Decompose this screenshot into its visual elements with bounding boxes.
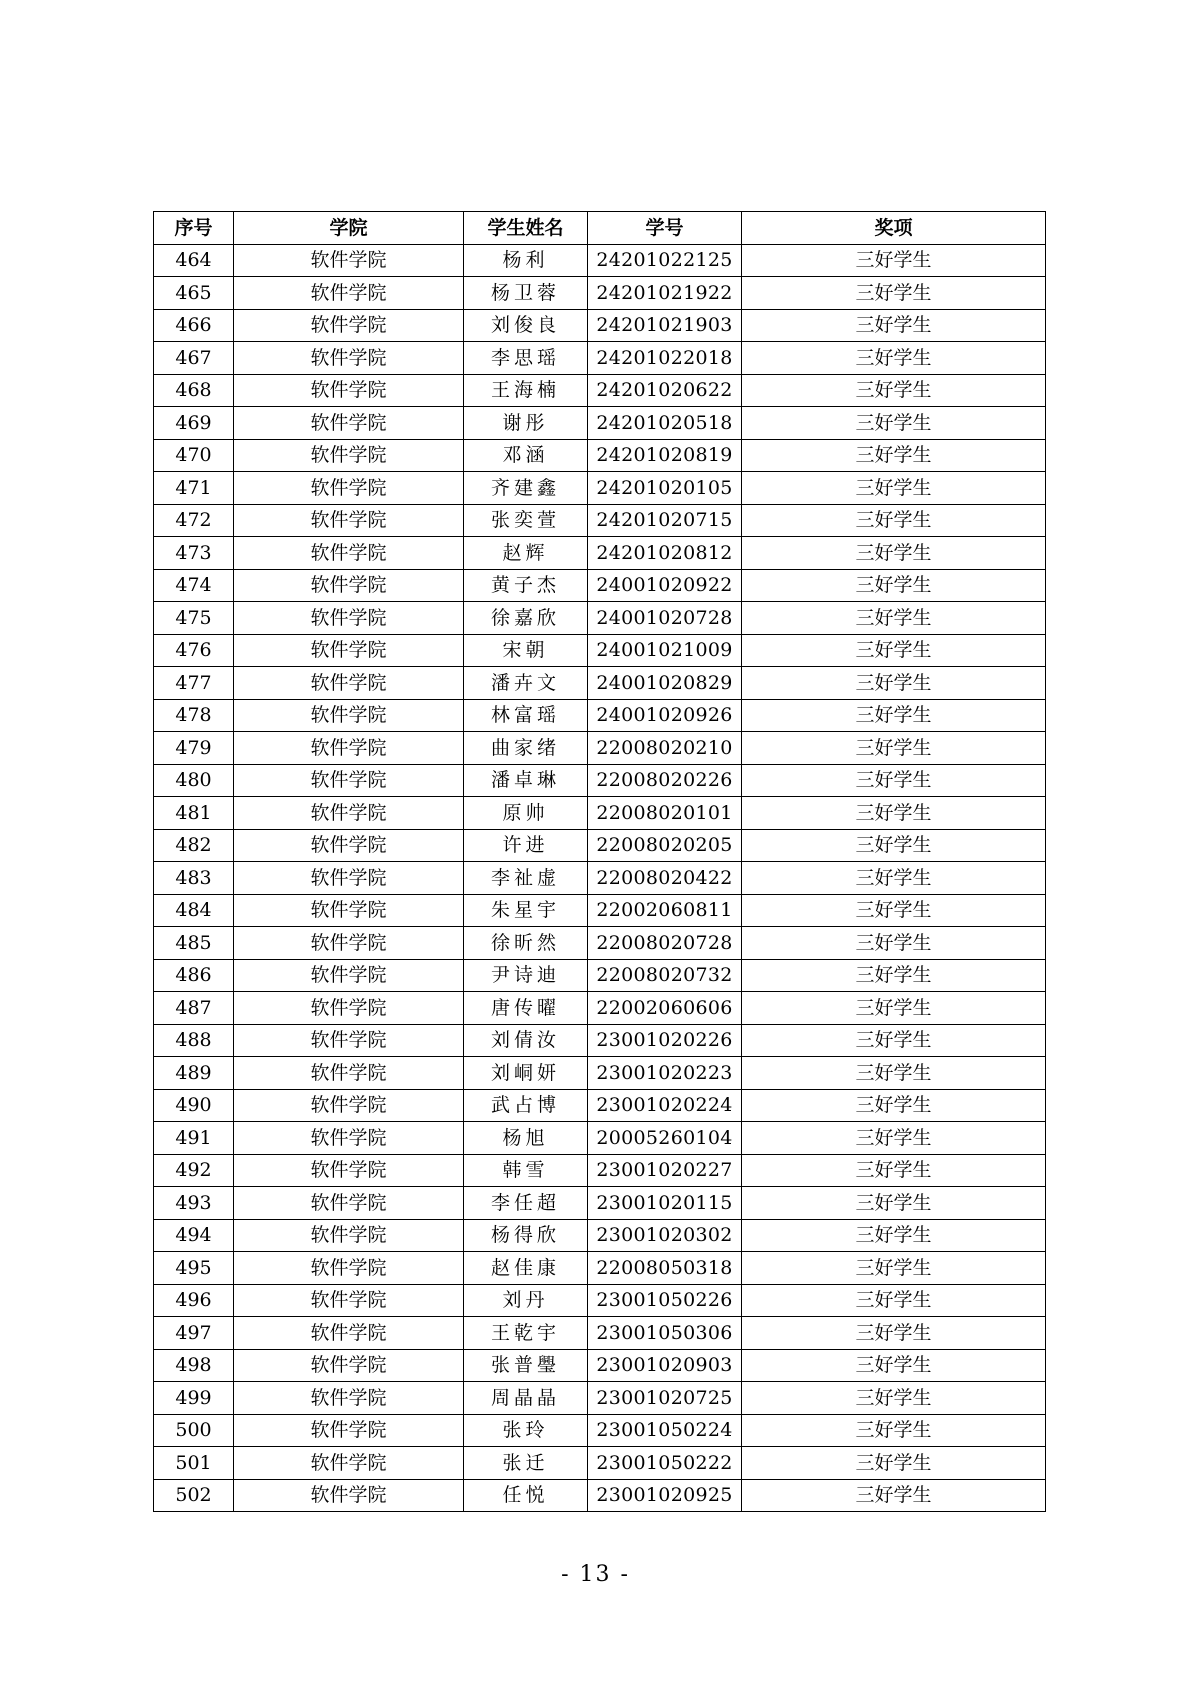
- cell-index: 491: [154, 1122, 234, 1155]
- cell-award: 三好学生: [742, 1057, 1046, 1090]
- cell-college: 软件学院: [234, 829, 464, 862]
- cell-award: 三好学生: [742, 277, 1046, 310]
- cell-college: 软件学院: [234, 472, 464, 505]
- cell-student-id: 23001020226: [588, 1024, 742, 1057]
- cell-index: 497: [154, 1317, 234, 1350]
- table-row: [154, 1447, 1046, 1480]
- table-row: [154, 764, 1046, 797]
- cell-student-id: 23001020227: [588, 1154, 742, 1187]
- cell-name: 李任超: [464, 1187, 588, 1220]
- table-row: [154, 732, 1046, 765]
- cell-award: 三好学生: [742, 1187, 1046, 1220]
- cell-college: 软件学院: [234, 537, 464, 570]
- table-row: [154, 602, 1046, 635]
- table-row: [154, 959, 1046, 992]
- cell-college: 软件学院: [234, 894, 464, 927]
- cell-name: 张玲: [464, 1414, 588, 1447]
- table-row: [154, 537, 1046, 570]
- cell-award: 三好学生: [742, 634, 1046, 667]
- cell-name: 齐建鑫: [464, 472, 588, 505]
- cell-name: 刘峒妍: [464, 1057, 588, 1090]
- cell-award: 三好学生: [742, 504, 1046, 537]
- table-row: [154, 634, 1046, 667]
- cell-name: 曲家绪: [464, 732, 588, 765]
- table-row: [154, 1089, 1046, 1122]
- cell-college: 软件学院: [234, 732, 464, 765]
- page-number: - 13 -: [561, 1562, 630, 1587]
- table-row: [154, 439, 1046, 472]
- cell-name: 李思瑶: [464, 342, 588, 375]
- cell-name: 原帅: [464, 797, 588, 830]
- cell-college: 软件学院: [234, 342, 464, 375]
- cell-award: 三好学生: [742, 537, 1046, 570]
- cell-college: 软件学院: [234, 699, 464, 732]
- table-header-row: [154, 212, 1046, 245]
- cell-name: 刘俊良: [464, 309, 588, 342]
- cell-name: 李祉虚: [464, 862, 588, 895]
- cell-index: 475: [154, 602, 234, 635]
- cell-award: 三好学生: [742, 1349, 1046, 1382]
- cell-student-id: 24001020829: [588, 667, 742, 700]
- table-row: [154, 1317, 1046, 1350]
- cell-index: 495: [154, 1252, 234, 1285]
- cell-award: 三好学生: [742, 1479, 1046, 1512]
- cell-student-id: 22008020732: [588, 959, 742, 992]
- cell-student-id: 23001020302: [588, 1219, 742, 1252]
- table-row: [154, 862, 1046, 895]
- cell-student-id: 23001020903: [588, 1349, 742, 1382]
- cell-student-id: 23001020725: [588, 1382, 742, 1415]
- cell-index: 485: [154, 927, 234, 960]
- cell-student-id: 24201020819: [588, 439, 742, 472]
- cell-award: 三好学生: [742, 829, 1046, 862]
- table-row: [154, 699, 1046, 732]
- cell-award: 三好学生: [742, 862, 1046, 895]
- cell-name: 许进: [464, 829, 588, 862]
- cell-name: 刘倩汝: [464, 1024, 588, 1057]
- cell-college: 软件学院: [234, 309, 464, 342]
- table-row: [154, 1122, 1046, 1155]
- cell-college: 软件学院: [234, 1284, 464, 1317]
- cell-name: 王海楠: [464, 374, 588, 407]
- table-row: [154, 472, 1046, 505]
- table-row: [154, 504, 1046, 537]
- cell-name: 张奕萱: [464, 504, 588, 537]
- cell-student-id: 23001050306: [588, 1317, 742, 1350]
- cell-student-id: 23001050224: [588, 1414, 742, 1447]
- table-row: [154, 1349, 1046, 1382]
- cell-award: 三好学生: [742, 1284, 1046, 1317]
- cell-college: 软件学院: [234, 992, 464, 1025]
- cell-award: 三好学生: [742, 1382, 1046, 1415]
- cell-college: 软件学院: [234, 1414, 464, 1447]
- cell-student-id: 24001020922: [588, 569, 742, 602]
- table-row: [154, 927, 1046, 960]
- cell-college: 软件学院: [234, 797, 464, 830]
- cell-name: 朱星宇: [464, 894, 588, 927]
- cell-award: 三好学生: [742, 927, 1046, 960]
- cell-award: 三好学生: [742, 764, 1046, 797]
- cell-award: 三好学生: [742, 992, 1046, 1025]
- cell-student-id: 24001020926: [588, 699, 742, 732]
- cell-award: 三好学生: [742, 1154, 1046, 1187]
- cell-award: 三好学生: [742, 1024, 1046, 1057]
- cell-name: 周晶晶: [464, 1382, 588, 1415]
- cell-index: 471: [154, 472, 234, 505]
- cell-index: 467: [154, 342, 234, 375]
- cell-index: 484: [154, 894, 234, 927]
- cell-student-id: 24201020715: [588, 504, 742, 537]
- table-row: [154, 1479, 1046, 1512]
- cell-college: 软件学院: [234, 959, 464, 992]
- table-row: [154, 277, 1046, 310]
- cell-college: 软件学院: [234, 927, 464, 960]
- cell-student-id: 22008020226: [588, 764, 742, 797]
- cell-name: 邓涵: [464, 439, 588, 472]
- cell-college: 软件学院: [234, 862, 464, 895]
- cell-name: 徐昕然: [464, 927, 588, 960]
- cell-student-id: 24001021009: [588, 634, 742, 667]
- cell-student-id: 24201022125: [588, 244, 742, 277]
- cell-name: 韩雪: [464, 1154, 588, 1187]
- cell-college: 软件学院: [234, 569, 464, 602]
- cell-award: 三好学生: [742, 1414, 1046, 1447]
- cell-award: 三好学生: [742, 1252, 1046, 1285]
- cell-award: 三好学生: [742, 309, 1046, 342]
- table-row: [154, 342, 1046, 375]
- cell-student-id: 22002060606: [588, 992, 742, 1025]
- cell-name: 黄子杰: [464, 569, 588, 602]
- cell-student-id: 22008020422: [588, 862, 742, 895]
- cell-award: 三好学生: [742, 374, 1046, 407]
- cell-student-id: 24201021922: [588, 277, 742, 310]
- cell-index: 473: [154, 537, 234, 570]
- header-award: 奖项: [742, 212, 1046, 245]
- table-row: [154, 894, 1046, 927]
- cell-index: 494: [154, 1219, 234, 1252]
- table-body: [154, 244, 1046, 1512]
- cell-college: 软件学院: [234, 1057, 464, 1090]
- cell-award: 三好学生: [742, 667, 1046, 700]
- cell-index: 490: [154, 1089, 234, 1122]
- cell-index: 477: [154, 667, 234, 700]
- cell-index: 489: [154, 1057, 234, 1090]
- cell-name: 张迁: [464, 1447, 588, 1480]
- cell-index: 500: [154, 1414, 234, 1447]
- cell-college: 软件学院: [234, 374, 464, 407]
- table-row: [154, 244, 1046, 277]
- cell-college: 软件学院: [234, 1317, 464, 1350]
- cell-college: 软件学院: [234, 634, 464, 667]
- header-student-id: 学号: [588, 212, 742, 245]
- cell-name: 潘卓琳: [464, 764, 588, 797]
- cell-award: 三好学生: [742, 342, 1046, 375]
- header-index: 序号: [154, 212, 234, 245]
- cell-student-id: 22008020205: [588, 829, 742, 862]
- cell-name: 张普璺: [464, 1349, 588, 1382]
- cell-student-id: 23001050226: [588, 1284, 742, 1317]
- cell-name: 杨得欣: [464, 1219, 588, 1252]
- cell-name: 武占博: [464, 1089, 588, 1122]
- cell-index: 496: [154, 1284, 234, 1317]
- cell-student-id: 22002060811: [588, 894, 742, 927]
- cell-college: 软件学院: [234, 277, 464, 310]
- cell-name: 赵辉: [464, 537, 588, 570]
- cell-index: 487: [154, 992, 234, 1025]
- cell-student-id: 23001020223: [588, 1057, 742, 1090]
- cell-award: 三好学生: [742, 472, 1046, 505]
- cell-index: 468: [154, 374, 234, 407]
- cell-student-id: 24201020622: [588, 374, 742, 407]
- cell-college: 软件学院: [234, 1252, 464, 1285]
- table-row: [154, 374, 1046, 407]
- table-row: [154, 1382, 1046, 1415]
- cell-college: 软件学院: [234, 1122, 464, 1155]
- cell-student-id: 22008050318: [588, 1252, 742, 1285]
- cell-name: 王乾宇: [464, 1317, 588, 1350]
- table-row: [154, 1154, 1046, 1187]
- award-roster-table: [153, 211, 1046, 1512]
- cell-index: 501: [154, 1447, 234, 1480]
- cell-index: 483: [154, 862, 234, 895]
- cell-student-id: 22008020728: [588, 927, 742, 960]
- cell-student-id: 24201022018: [588, 342, 742, 375]
- cell-name: 徐嘉欣: [464, 602, 588, 635]
- cell-name: 唐传曜: [464, 992, 588, 1025]
- header-college: 学院: [234, 212, 464, 245]
- cell-name: 潘卉文: [464, 667, 588, 700]
- cell-college: 软件学院: [234, 764, 464, 797]
- cell-college: 软件学院: [234, 244, 464, 277]
- cell-name: 赵佳康: [464, 1252, 588, 1285]
- cell-name: 杨利: [464, 244, 588, 277]
- table-row: [154, 1057, 1046, 1090]
- cell-award: 三好学生: [742, 244, 1046, 277]
- cell-award: 三好学生: [742, 602, 1046, 635]
- cell-name: 杨卫蓉: [464, 277, 588, 310]
- table-row: [154, 829, 1046, 862]
- cell-student-id: 24201020812: [588, 537, 742, 570]
- cell-college: 软件学院: [234, 1089, 464, 1122]
- cell-award: 三好学生: [742, 1447, 1046, 1480]
- header-name: 学生姓名: [464, 212, 588, 245]
- table-row: [154, 1414, 1046, 1447]
- cell-index: 486: [154, 959, 234, 992]
- table-row: [154, 309, 1046, 342]
- cell-college: 软件学院: [234, 1382, 464, 1415]
- cell-index: 493: [154, 1187, 234, 1220]
- table-row: [154, 667, 1046, 700]
- table-row: [154, 992, 1046, 1025]
- cell-college: 软件学院: [234, 1154, 464, 1187]
- cell-name: 谢彤: [464, 407, 588, 440]
- cell-index: 464: [154, 244, 234, 277]
- cell-index: 482: [154, 829, 234, 862]
- cell-college: 软件学院: [234, 1187, 464, 1220]
- cell-index: 492: [154, 1154, 234, 1187]
- cell-award: 三好学生: [742, 894, 1046, 927]
- cell-name: 任悦: [464, 1479, 588, 1512]
- cell-index: 470: [154, 439, 234, 472]
- cell-index: 488: [154, 1024, 234, 1057]
- cell-college: 软件学院: [234, 504, 464, 537]
- cell-college: 软件学院: [234, 1219, 464, 1252]
- cell-award: 三好学生: [742, 569, 1046, 602]
- cell-award: 三好学生: [742, 959, 1046, 992]
- cell-award: 三好学生: [742, 439, 1046, 472]
- cell-index: 479: [154, 732, 234, 765]
- cell-award: 三好学生: [742, 407, 1046, 440]
- cell-college: 软件学院: [234, 1479, 464, 1512]
- table-row: [154, 1219, 1046, 1252]
- table-row: [154, 1284, 1046, 1317]
- cell-college: 软件学院: [234, 667, 464, 700]
- cell-index: 499: [154, 1382, 234, 1415]
- cell-name: 林富瑶: [464, 699, 588, 732]
- cell-index: 469: [154, 407, 234, 440]
- cell-name: 杨旭: [464, 1122, 588, 1155]
- cell-student-id: 22008020210: [588, 732, 742, 765]
- cell-award: 三好学生: [742, 1089, 1046, 1122]
- cell-index: 498: [154, 1349, 234, 1382]
- cell-index: 481: [154, 797, 234, 830]
- cell-name: 尹诗迪: [464, 959, 588, 992]
- cell-college: 软件学院: [234, 1024, 464, 1057]
- cell-student-id: 22008020101: [588, 797, 742, 830]
- cell-student-id: 24001020728: [588, 602, 742, 635]
- cell-college: 软件学院: [234, 407, 464, 440]
- cell-college: 软件学院: [234, 1349, 464, 1382]
- cell-student-id: 20005260104: [588, 1122, 742, 1155]
- table-row: [154, 1252, 1046, 1285]
- cell-student-id: 23001020224: [588, 1089, 742, 1122]
- cell-index: 478: [154, 699, 234, 732]
- cell-student-id: 23001050222: [588, 1447, 742, 1480]
- cell-name: 刘丹: [464, 1284, 588, 1317]
- cell-student-id: 24201020518: [588, 407, 742, 440]
- cell-award: 三好学生: [742, 797, 1046, 830]
- cell-index: 466: [154, 309, 234, 342]
- cell-award: 三好学生: [742, 732, 1046, 765]
- table-row: [154, 407, 1046, 440]
- table-row: [154, 797, 1046, 830]
- cell-student-id: 23001020925: [588, 1479, 742, 1512]
- cell-index: 480: [154, 764, 234, 797]
- cell-award: 三好学生: [742, 1219, 1046, 1252]
- table-row: [154, 1187, 1046, 1220]
- cell-award: 三好学生: [742, 1122, 1046, 1155]
- cell-award: 三好学生: [742, 699, 1046, 732]
- cell-college: 软件学院: [234, 439, 464, 472]
- cell-index: 476: [154, 634, 234, 667]
- cell-name: 宋朝: [464, 634, 588, 667]
- cell-index: 472: [154, 504, 234, 537]
- table-row: [154, 1024, 1046, 1057]
- cell-student-id: 23001020115: [588, 1187, 742, 1220]
- cell-index: 474: [154, 569, 234, 602]
- table-row: [154, 569, 1046, 602]
- cell-college: 软件学院: [234, 1447, 464, 1480]
- cell-award: 三好学生: [742, 1317, 1046, 1350]
- cell-college: 软件学院: [234, 602, 464, 635]
- cell-index: 502: [154, 1479, 234, 1512]
- cell-student-id: 24201020105: [588, 472, 742, 505]
- cell-index: 465: [154, 277, 234, 310]
- cell-student-id: 24201021903: [588, 309, 742, 342]
